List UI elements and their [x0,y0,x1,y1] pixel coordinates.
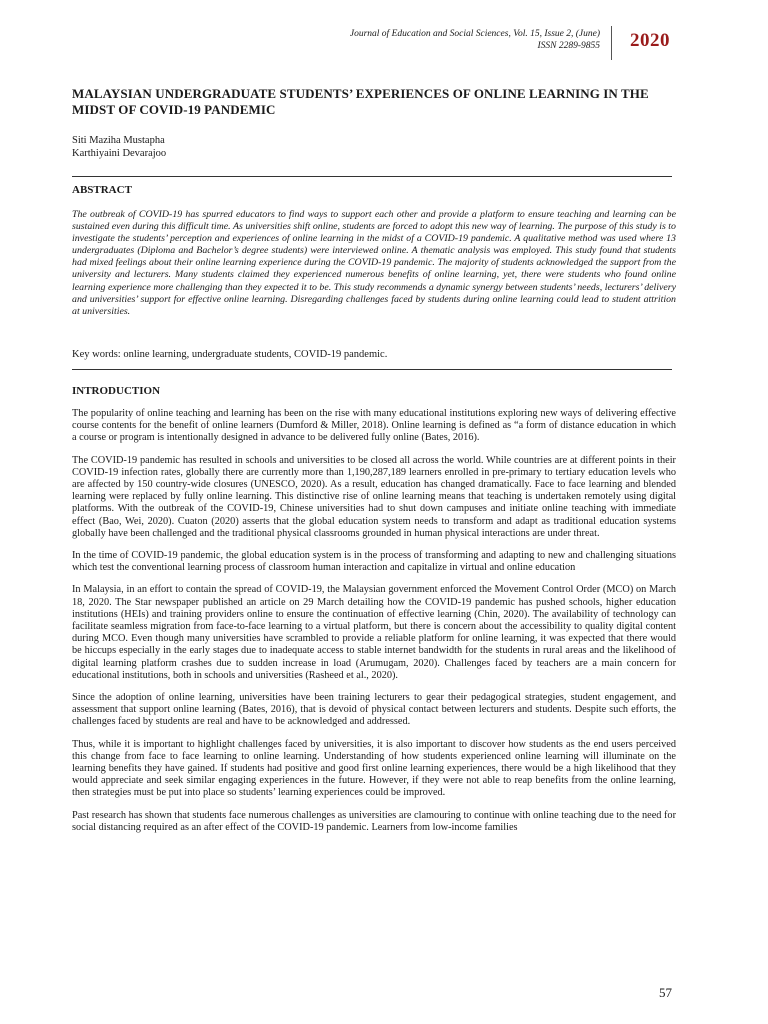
publication-year: 2020 [630,30,670,51]
section-divider [72,369,672,370]
header-divider [611,26,612,60]
author-name: Karthiyaini Devarajoo [72,148,167,159]
body-paragraph: The popularity of online teaching and learning has been on the rise with many educational institutions exploring new ways of delivering effective course contents for the benefit of online learners (Dumford & Miller, 2018). Online learning is defined as “a form of distance education in which a course or program is intentionally designed in advance to be delivered fully online (Bates, 2016). [72,408,676,444]
body-paragraph: In Malaysia, in an effort to contain the spread of COVID-19, the Malaysian government enforced the Movement Control Order (MCO) on March 18, 2020. The Star newspaper published an article on 29 March detailing how the COVID-19 pandemic has pushed schools, higher education institutions (HEIs) and training providers online to ensure the continuation of effective learning (Chin, 2020). The availability of technology can facilitate seamless migration from face-to-face learning to a virtual platform, but there is concern about the accessibility to quality digital content during MCO. Even though many universities have scrambled to provide a reliable platform for online learning, it was expected that there would be hiccups especially in the early stages due to inadequate access to stable internet bandwidth for the students in rural areas and the likelihood of digital learning platform crashes due to sudden increase in load (Arumugam, 2020). Challenges faced by teachers are a main concern for educational institutions, both in schools and universities (Rasheed et al., 2020). [72,584,676,681]
body-paragraph: Thus, while it is important to highlight challenges faced by universities, it is also important to discover how students as the end users perceived this change from face to face learning to online learning. Understanding of how students experienced online learning will illuminate on the learning benefits they have gained. If students had positive and good first online learning experiences, there would be a high likelihood that they would appreciate and seek similar engaging experiences in the future. However, if they were not able to reap benefits from the online learning, then strategies must be put into place so students’ learning experiences could be improved. [72,738,676,799]
introduction-body [72,408,676,844]
body-paragraph: Past research has shown that students face numerous challenges as universities are clamouring to continue with online teaching due to the need for social distancing required as an after effect of the COVID-19 pandemic. Learners from low-income families [72,809,676,833]
journal-citation [350,28,600,52]
author-name: Siti Maziha Mustapha [72,135,165,146]
keywords: Key words: online learning, undergraduate students, COVID-19 pandemic. [72,349,388,360]
abstract-heading: ABSTRACT [72,184,132,196]
author-list [72,134,166,160]
section-divider [72,176,672,177]
journal-issn: ISSN 2289-9855 [537,41,600,51]
body-paragraph: Since the adoption of online learning, universities have been training lecturers to gear their pedagogical strategies, student engagement, and assessment that support online learning (Bates, 2016), that is devoid of physical contact between lecturers and students. Despite such efforts, the challenges faced by students are real and have to be acknowledged and addressed. [72,692,676,728]
journal-name: Journal of Education and Social Sciences, Vol. 15, Issue 2, (June) [349,29,600,39]
paper-title: MALAYSIAN UNDERGRADUATE STUDENTS’ EXPERIENCES OF ONLINE LEARNING IN THE MIDST OF COVID-19 PANDEMIC [72,86,649,117]
abstract-text: The outbreak of COVID-19 has spurred educators to find ways to support each other and provide a platform to ensure teaching and learning can be sustained even during this difficult time. As universities shift online, students are forced to adopt this new way of learning. The purpose of this study is to investigate the students’ perception and experiences of online learning in the midst of a COVID-19 pandemic. A qualitative method was used where 13 undergraduates (Diploma and Bachelor’s degree students) were interviewed online. A thematic analysis was employed. This study found that students had mixed feelings about their online learning experience during the COVID-19 pandemic. The majority of students acknowledged the support from the university and lecturers. Many students claimed they experienced numerous benefits of online learning, yet, there were students who found online learning experience more challenging than they expected it to be. This study recommends a dynamic synergy between students’ needs, lecturers’ delivery and universities’ support for effective online learning. Disregarding challenges faced by students during online learning could lead to student attrition at universities. [72,209,676,317]
body-paragraph: In the time of COVID-19 pandemic, the global education system is in the process of transforming and adapting to new and challenging situations which test the conventional learning process of classroom human interaction and capitalize in virtual and online education [72,550,676,574]
journal-header [70,26,670,62]
page-number: 57 [659,985,672,1000]
body-paragraph: The COVID-19 pandemic has resulted in schools and universities to be closed all across the world. While countries are at different points in their COVID-19 infection rates, globally there are currently more than 1,190,287,189 learners enrolled in pre-primary to tertiary education levels who are affected by 150 country-wide closures (UNESCO, 2020). As a result, education has changed dramatically. Face to face learning and blended learning were replaced by fully online learning. This distinctive rise of online learning means that teaching is undertaken remotely using digital platforms. With the outbreak of the COVID-19, Chinese universities had to shut down campuses and initiate online teaching with immediate effect (Bao, Wei, 2020). Cuaton (2020) asserts that the global education system needs to transform and adapt as traditional education systems globally have been challenged and the traditional physical classrooms grounded in human physical interactions are under threat. [72,454,676,539]
introduction-heading: INTRODUCTION [72,385,161,397]
